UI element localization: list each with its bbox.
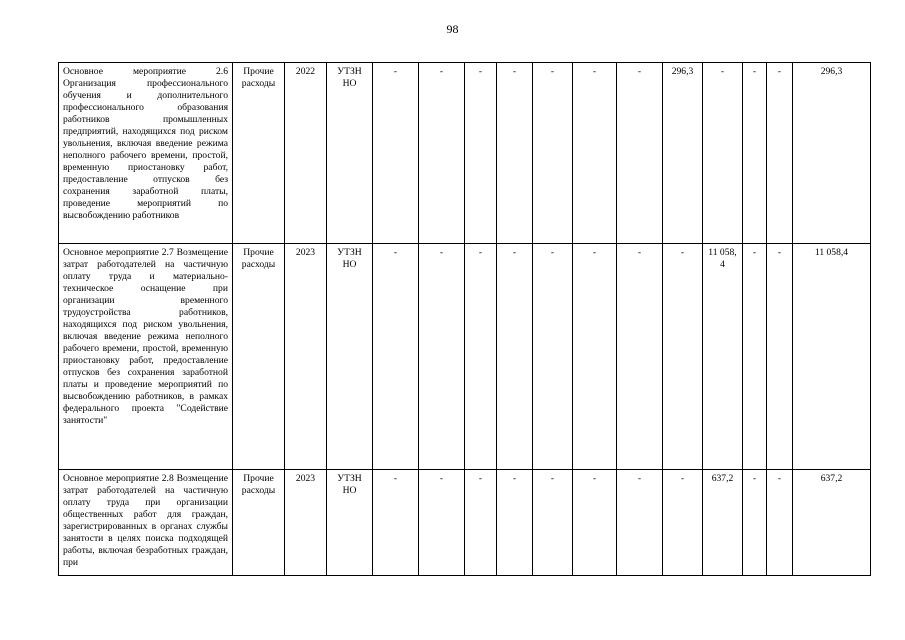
value-cell: - <box>767 244 793 470</box>
budget-table <box>58 62 871 576</box>
total-cell: 637,2 <box>793 470 871 576</box>
page-number: 98 <box>446 22 459 36</box>
value-cell: - <box>617 470 663 576</box>
value-cell: - <box>533 63 573 244</box>
value-cell: - <box>419 63 465 244</box>
executor: УТЗН НО <box>327 244 373 470</box>
row-description: Основное мероприятие 2.7 Возмещение затрат работодателей на частичную оплату труда и материально-техническое оснащение при организации временного трудоустройства работников, находящихся под риском увольнения, включая введение режима неполного рабочего времени, простой, временную приостановку работ, предоставление отпусков без сохранения заработной платы и проведение мероприятий по высвобождению работников, в рамках федерального проекта "Содействие занятости" <box>59 244 233 470</box>
value-cell: - <box>373 470 419 576</box>
value-cell: - <box>465 63 497 244</box>
value-cell: - <box>419 244 465 470</box>
executor: УТЗН НО <box>327 470 373 576</box>
year: 2023 <box>285 470 327 576</box>
row-description: Основное мероприятие 2.8 Возмещение затрат работодателей на частичную оплату труда при организации общественных работ для граждан, зарегистрированных в органах службы занятости в целях поиска подходящей работы, включая безработных граждан, при <box>59 470 233 576</box>
executor: УТЗН НО <box>327 63 373 244</box>
table-row <box>59 63 871 244</box>
table-row <box>59 470 871 576</box>
value-cell: - <box>497 63 533 244</box>
table-row <box>59 244 871 470</box>
value-cell: - <box>663 244 703 470</box>
value-cell: - <box>767 470 793 576</box>
value-cell: - <box>743 470 767 576</box>
row-description: Основное мероприятие 2.6 Организация профессионального обучения и дополнительного профессионального образования работников промышленных предприятий, находящихся под риском увольнения, включая введение режима неполного рабочего времени, простой, временную приостановку работ, предоставление отпусков без сохранения заработной платы, проведение мероприятий по высвобождению работников <box>59 63 233 244</box>
value-cell: - <box>533 470 573 576</box>
value-cell: - <box>419 470 465 576</box>
value-cell: - <box>573 470 617 576</box>
value-cell: - <box>373 63 419 244</box>
value-cell: - <box>465 470 497 576</box>
value-cell: - <box>743 63 767 244</box>
value-cell: - <box>465 244 497 470</box>
value-cell: - <box>617 244 663 470</box>
value-cell: - <box>767 63 793 244</box>
value-cell: - <box>573 63 617 244</box>
value-cell: - <box>497 470 533 576</box>
value-cell: - <box>497 244 533 470</box>
value-cell: - <box>703 63 743 244</box>
value-cell: - <box>533 244 573 470</box>
total-cell: 296,3 <box>793 63 871 244</box>
value-cell: - <box>617 63 663 244</box>
value-cell: - <box>373 244 419 470</box>
expense-type: Прочие расходы <box>233 470 285 576</box>
year: 2022 <box>285 63 327 244</box>
value-cell: - <box>663 470 703 576</box>
value-cell: 637,2 <box>703 470 743 576</box>
expense-type: Прочие расходы <box>233 244 285 470</box>
value-cell: - <box>743 244 767 470</box>
year: 2023 <box>285 244 327 470</box>
total-cell: 11 058,4 <box>793 244 871 470</box>
value-cell: 296,3 <box>663 63 703 244</box>
expense-type: Прочие расходы <box>233 63 285 244</box>
value-cell: - <box>573 244 617 470</box>
value-cell: 11 058,4 <box>703 244 743 470</box>
